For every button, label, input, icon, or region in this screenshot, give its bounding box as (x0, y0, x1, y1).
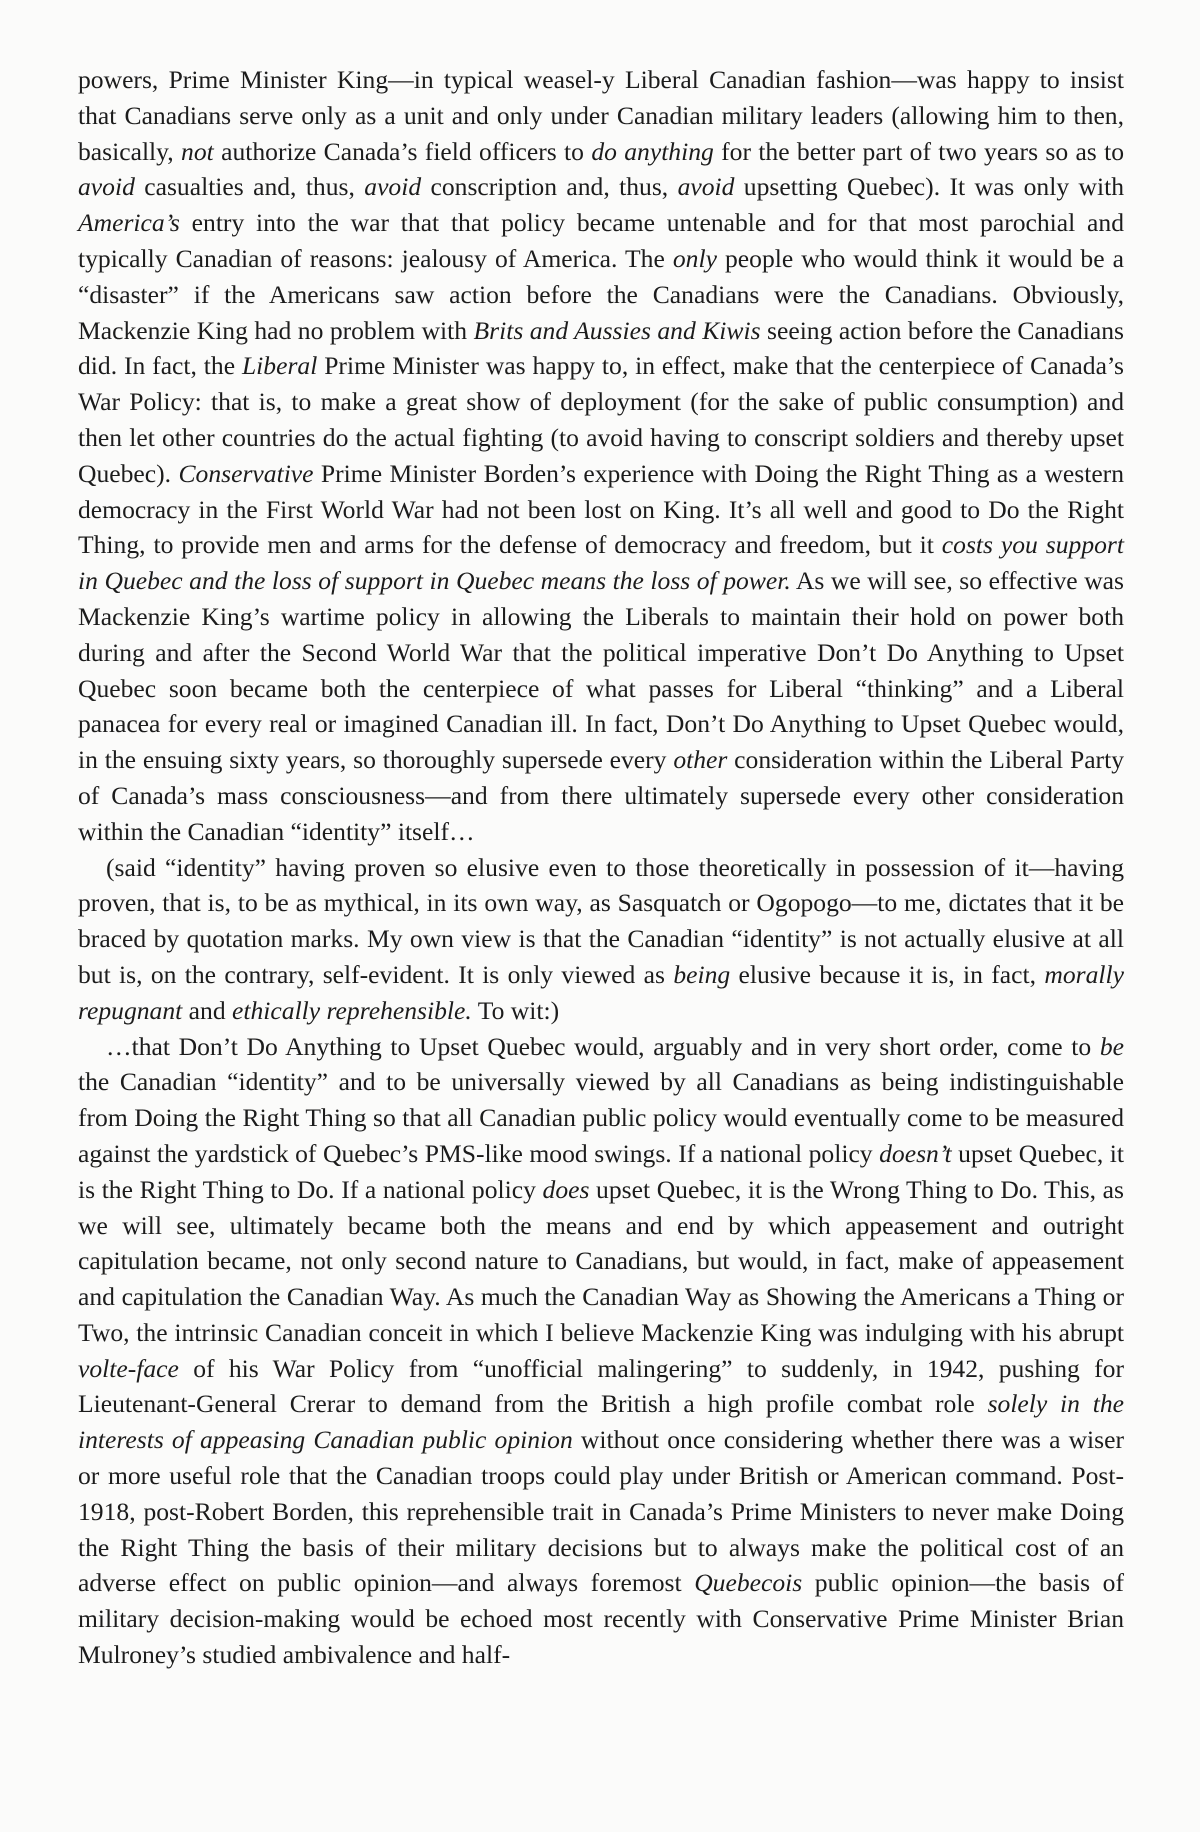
italic-run: other (673, 745, 728, 775)
text-run: consideration within the Liberal Party of Canada’s mass consciousness—and from there ultimately supersede every other consideration within the Canadian “identity” itself… (78, 745, 1124, 846)
italic-run: do anything (591, 136, 714, 166)
text-run: and (182, 995, 233, 1025)
text-run: of his War Policy from “unofficial malingering” to suddenly, in 1942, pushing for Lieutenant-General Crerar to demand from the British a high profile combat role (78, 1353, 1124, 1419)
italic-run: being (673, 959, 731, 989)
italic-run: ethically reprehensible. (232, 995, 472, 1025)
italic-run: doesn’t (879, 1138, 952, 1168)
italic-run: America’s (78, 208, 180, 238)
text-run: Prime Minister Borden’s experience with Doing the Right Thing as a western democracy in the First World War had not been lost on King. It’s all well and good to Do the Right Thing, to provide men and arms for the defense of democracy and freedom, but it (78, 458, 1124, 560)
paragraph-1 (78, 62, 1124, 850)
italic-run: volte-face (78, 1353, 179, 1383)
paragraph-3 (78, 1029, 1124, 1673)
text-run: …that Don’t Do Anything to Upset Quebec would, arguably and in very short order, come to (106, 1031, 1100, 1061)
text-run: entry into the war that that policy became untenable and for that most parochial and typically Canadian of reasons: jealousy of America. The (78, 208, 1124, 273)
text-run: without once considering whether there was a wiser or more useful role that the Canadian troops could play under British or American command. Post-1918, post-Robert Borden, this reprehensible trait in Canada’s Prime Ministers to never make Doing the Right Thing the basis of their military decisions but to always make the political cost of an adverse effect on public opinion—and always foremost (78, 1425, 1125, 1598)
italic-run: be (1099, 1031, 1124, 1061)
text-run: upset Quebec, it is the Right Thing to Do. If a national policy (78, 1138, 1125, 1204)
italic-run: does (542, 1174, 590, 1204)
text-run: As we will see, so effective was Mackenzie King’s wartime policy in allowing the Liberals to maintain their hold on power both during and after the Second World War that the political imperative Don’t Do Anything to Upset Quebec soon became both the centerpiece of what passes for Liberal “thinking” and a Liberal panacea for every real or imagined Canadian ill. In fact, Don’t Do Anything to Upset Quebec would, in the ensuing sixty years, so thoroughly supersede every (78, 566, 1124, 775)
text-run: upset Quebec, it is the Wrong Thing to Do. This, as we will see, ultimately became both the means and end by which appeasement and outright capitulation became, not only second nature to Canadians, but would, in fact, make of appeasement and capitulation the Canadian Way. As much the Canadian Way as Showing the Americans a Thing or Two, the intrinsic Canadian conceit in which I believe Mackenzie King was indulging with his abrupt (78, 1174, 1124, 1347)
italic-run: morally repugnant (78, 959, 1124, 1025)
text-run: casualties and, thus, (134, 172, 365, 202)
italic-run: only (672, 243, 717, 273)
text-run: powers, Prime Minister King—in typical weasel-y Liberal Canadian fashion—was happy to insist that Canadians serve only as a unit and only under Canadian military leaders (allowing him to then, basically, (78, 65, 1124, 166)
italic-run: Brits and Aussies and Kiwis (473, 315, 761, 345)
italic-run: solely in the interests of appeasing Canadian public opinion (78, 1389, 1125, 1455)
paragraph-2 (78, 850, 1124, 1029)
italic-run: avoid (364, 172, 422, 202)
text-run: public opinion—the basis of military decision-making would be echoed most recently with Conservative Prime Minister Brian Mulroney’s studied ambivalence and half- (78, 1568, 1125, 1670)
book-page-body (78, 62, 1124, 1673)
italic-run: Liberal (241, 351, 318, 381)
italic-run: costs you support in Quebec and the loss of support in Quebec means the loss of power. (78, 530, 1125, 596)
text-run: upsetting Quebec). It was only with (734, 172, 1125, 202)
text-run: people who would think it would be a “disaster” if the Americans saw action before the Canadians were the Canadians. Obviously, Mackenzie King had no problem with (78, 243, 1124, 345)
italic-run: Quebecois (694, 1568, 803, 1598)
text-run: To wit:) (471, 995, 560, 1025)
italic-run: avoid (677, 172, 735, 202)
italic-run: avoid (78, 172, 135, 202)
text-run: authorize Canada’s field officers to (213, 136, 592, 166)
italic-run: not (181, 136, 214, 166)
italic-run: Conservative (178, 458, 314, 488)
text-run: seeing action before the Canadians did. In fact, the (78, 315, 1124, 381)
text-run: the Canadian “identity” and to be universally viewed by all Canadians as being indistinguishable from Doing the Right Thing so that all Canadian public policy would eventually come to be measured against the yardstick of Quebec’s PMS-like mood swings. If a national policy (78, 1067, 1124, 1168)
text-run: conscription and, thus, (421, 172, 678, 202)
text-run: for the better part of two years so as to (713, 136, 1125, 166)
text-run: elusive because it is, in fact, (730, 959, 1045, 989)
text-run: Prime Minister was happy to, in effect, make that the centerpiece of Canada’s War Policy: that is, to make a great show of deployment (for the sake of public consumption) and then let other countries do the actual fighting (to avoid having to conscript soldiers and thereby upset Quebec). (78, 351, 1124, 488)
text-run: (said “identity” having proven so elusive even to those theoretically in possession of it—having proven, that is, to be as mythical, in its own way, as Sasquatch or Ogopogo—to me, dictates that it be braced by quotation marks. My own view is that the Canadian “identity” is not actually elusive at all but is, on the contrary, self-evident. It is only viewed as (78, 852, 1124, 989)
